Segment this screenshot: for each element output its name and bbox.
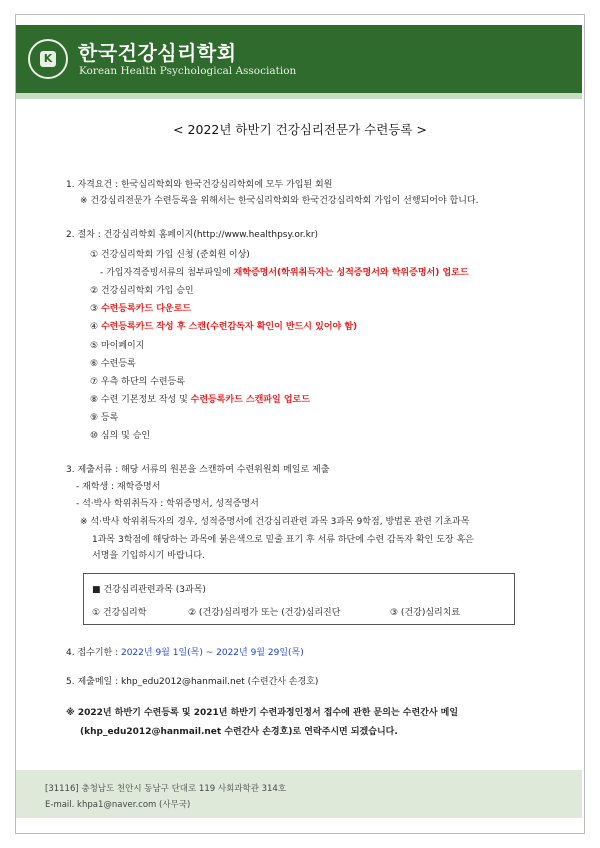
s3-note-1: ※ 석·박사 학위취득자의 경우, 성적증명서에 건강심리관련 과목 3과목 9학점, 방법론 관련 기초과목	[80, 517, 470, 527]
header-underbar	[16, 93, 582, 99]
s3-student: - 재학생 : 재학증명서	[76, 482, 161, 492]
footer-address: [31116] 충청남도 천안시 동남구 단대로 119 사회과학관 314호	[45, 784, 287, 794]
subjects-box	[83, 573, 515, 625]
s2-item-4-red: 수련등록카드 작성 후 스캔(수련감독자 확인이 반드시 있어야 함)	[100, 322, 358, 332]
subject-2: ② (건강)심리평가 또는 (건강)심리진단	[188, 608, 341, 618]
s2-item-1: ① 건강심리학회 가입 신청 (준회원 이상)	[90, 250, 250, 260]
notice-line-1: ※ 2022년 하반기 수련등록 및 2021년 하반기 수련과정인정서 접수에 관한 문의는 수련간사 메일	[66, 708, 459, 718]
s2-item-1a	[100, 265, 469, 278]
s2-item-7: ⑦ 우측 하단의 수련등록	[90, 377, 185, 387]
s2-item-3	[90, 301, 191, 314]
s2-item-2: ② 건강심리학회 가입 승인	[90, 286, 194, 296]
s2-item-10: ⑩ 심의 및 승인	[90, 431, 151, 441]
s2-item-3-red: 수련등록카드 다운로드	[100, 304, 192, 314]
s1-requirement: 1. 자격요건 : 한국심리학회와 한국건강심리학회에 모두 가입된 회원	[66, 180, 333, 190]
subject-3: ③ (건강)심리치료	[390, 608, 461, 618]
logo-icon	[28, 39, 68, 79]
s3-note-3: 서명을 기입하시기 바랍니다.	[92, 551, 205, 561]
s3-documents: 3. 제출서류 : 해당 서류의 원본을 스캔하여 수련위원회 메일로 제출	[66, 465, 330, 475]
s2-item-6: ⑥ 수련등록	[90, 359, 136, 369]
org-name-ko: 한국건강심리학회	[78, 41, 237, 65]
s2-item-8-red: 수련등록카드 스캔파일 업로드	[190, 395, 310, 405]
s2-item-3-num: ③	[90, 304, 101, 314]
s2-item-4	[90, 319, 357, 332]
s2-procedure: 2. 절차 : 건강심리학회 홈페이지(http://www.healthpsy.or.kr)	[66, 230, 319, 240]
s1-note: ※ 건강심리전문가 수련등록을 위해서는 한국심리학회와 한국건강심리학회 가입이 선행되어야 합니다.	[80, 196, 479, 206]
s4-value: 2022년 9월 1일(목) ~ 2022년 9월 29일(목)	[120, 648, 304, 658]
s2-item-5: ⑤ 마이페이지	[90, 341, 145, 351]
page-title: < 2022년 하반기 건강심리전문가 수련등록 >	[173, 122, 427, 137]
footer-email: E-mail. khpa1@naver.com (사무국)	[45, 800, 191, 810]
s4-deadline	[66, 645, 304, 658]
s4-label: 4. 접수기한 :	[66, 648, 121, 658]
notice-line-2: (khp_edu2012@hanmail.net 수련간사 손경호)로 연락주시면 되겠습니다.	[80, 727, 398, 737]
s2-item-4-num: ④	[90, 322, 101, 332]
logo-glyph: K	[40, 51, 56, 67]
s3-note-2: 1과목 3학점에 해당하는 과목에 붉은색으로 밑줄 표기 후 서류 하단에 수련 감독자 확인 도장 혹은	[92, 535, 474, 545]
s2-item-8	[90, 392, 310, 405]
org-name-en: Korean Health Psychological Association	[79, 65, 297, 77]
s2-item-1a-text: - 가입자격증빙서류의 첨부파일에	[100, 268, 234, 278]
s2-item-9: ⑨ 등록	[90, 413, 119, 423]
s3-graduate: - 석·박사 학위취득자 : 학위증명서, 성적증명서	[76, 499, 259, 509]
subject-1: ① 건강심리학	[92, 608, 147, 618]
footer-bar	[16, 770, 582, 818]
header-banner	[16, 25, 582, 93]
s5-email: 5. 제출메일 : khp_edu2012@hanmail.net (수련간사 손경호)	[66, 677, 319, 687]
subjects-title: ■ 건강심리관련과목 (3과목)	[92, 585, 206, 595]
s2-item-8-text: ⑧ 수련 기본정보 작성 및	[90, 395, 191, 405]
s2-item-1a-red: 재학증명서(학위취득자는 성적증명서와 학위증명서) 업로드	[233, 268, 469, 278]
